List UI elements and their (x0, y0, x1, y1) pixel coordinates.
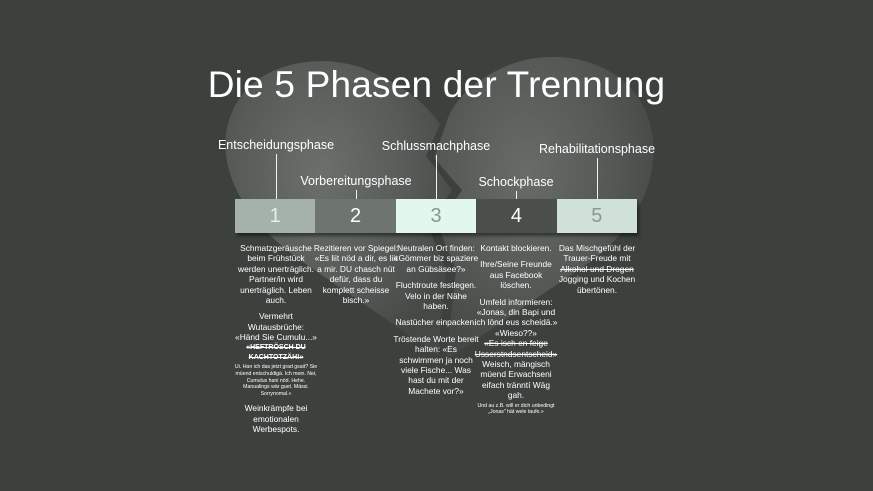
phase-1-text-6: Weinkrämpfe bei emotionalen Werbespots. (244, 403, 308, 435)
phase-label-5: Rehabilitationsphase (538, 142, 656, 156)
phase-3-text-2: Fluchtroute festlegen. Velo in der Nähe haben. (395, 280, 477, 312)
phase-1-text-2: Vermehrt Wutausbrüche: (247, 311, 305, 332)
phase-description-3 (393, 243, 479, 402)
phase-1-text-4: «HEFTRÖSCH DU KACHTOTZÄH!» (246, 343, 306, 362)
connector-4 (516, 191, 517, 199)
phase-4-text-5: Weisch, mängisch müend Erwachseni eifach tränntí Wäg gah. (480, 359, 552, 401)
phase-3-text-3: Nastücher einpacken. (395, 317, 477, 328)
phase-segment-5: 5 (557, 199, 637, 233)
phase-5-text-1: Das Mischgefühl der Trauer-Freude mit (558, 243, 636, 264)
phase-3-text-1: Neutralen Ort finden: «Gömmer biz spaziere an Gübsäsee?» (393, 243, 479, 274)
connector-3 (436, 155, 437, 199)
phase-4-text-2: Ihre/Seine Freunde aus Facebook löschen. (480, 259, 552, 291)
phase-label-1: Entscheidungsphase (217, 138, 335, 152)
phase-bar (235, 199, 637, 233)
phase-segment-1: 1 (235, 199, 315, 233)
connector-1 (276, 154, 277, 199)
phase-label-3: Schlussmachphase (381, 139, 491, 153)
page-title: Die 5 Phasen der Trennung (207, 64, 666, 105)
phase-description-2 (313, 243, 399, 311)
phase-segment-3: 3 (396, 199, 476, 233)
phase-4-text-6: Und au z.B. will er dich unbedingt „Jonas" hät wele taufe.» (477, 402, 555, 416)
phase-1-text-5: Ui. Han ich das jetzt grad gsait? Sie müend entschuldigä. Ich mein. Nei, Cumulus hani nöd. Hehe. Manualings wär guet. Mässi. Sorrynomal.» (234, 364, 318, 397)
phase-1-text-3: «Händ Sie Cumulu...» (235, 332, 317, 343)
phase-3-text-4: Tröstende Worte bereit halten: «Es schwimmen ja noch viele Fische... Was hast du mit der Machete vor?» (393, 333, 479, 396)
phase-description-5 (554, 243, 640, 301)
phase-2-text-1: Rezitieren vor Spiegel: «Es liit nöd a dir, es liit a mir. DU chasch nüt defür, dass du komplett scheisse bisch.» (313, 243, 399, 306)
phase-segment-4: 4 (476, 199, 556, 233)
connector-5 (597, 158, 598, 199)
phase-5-text-2: Alkohol und Drogen (560, 263, 634, 274)
phase-description-4 (473, 243, 559, 422)
phase-4-text-4: «Es isch en feige Usserstndsentscheid» (474, 338, 558, 359)
phase-segment-2: 2 (315, 199, 395, 233)
phase-label-2: Vorbereitungsphase (300, 174, 412, 188)
phase-5-text-3: Jogging und Kochen übertönen. (558, 274, 636, 295)
connector-2 (356, 190, 357, 199)
phase-description-1 (233, 243, 319, 441)
phase-4-text-1: Kontakt blockieren. (480, 243, 552, 253)
phase-4-text-3: Umfeld informieren: «Jonas, din Bapi und ich lönd eus scheidä.» «Wieso??» (474, 296, 558, 338)
phase-label-4: Schockphase (478, 175, 554, 189)
phase-1-text-1: Schmatzgeräusche beim Frühstück werden unerträglich. Partner/in wird unerträglich. Leben auch. (238, 243, 314, 306)
